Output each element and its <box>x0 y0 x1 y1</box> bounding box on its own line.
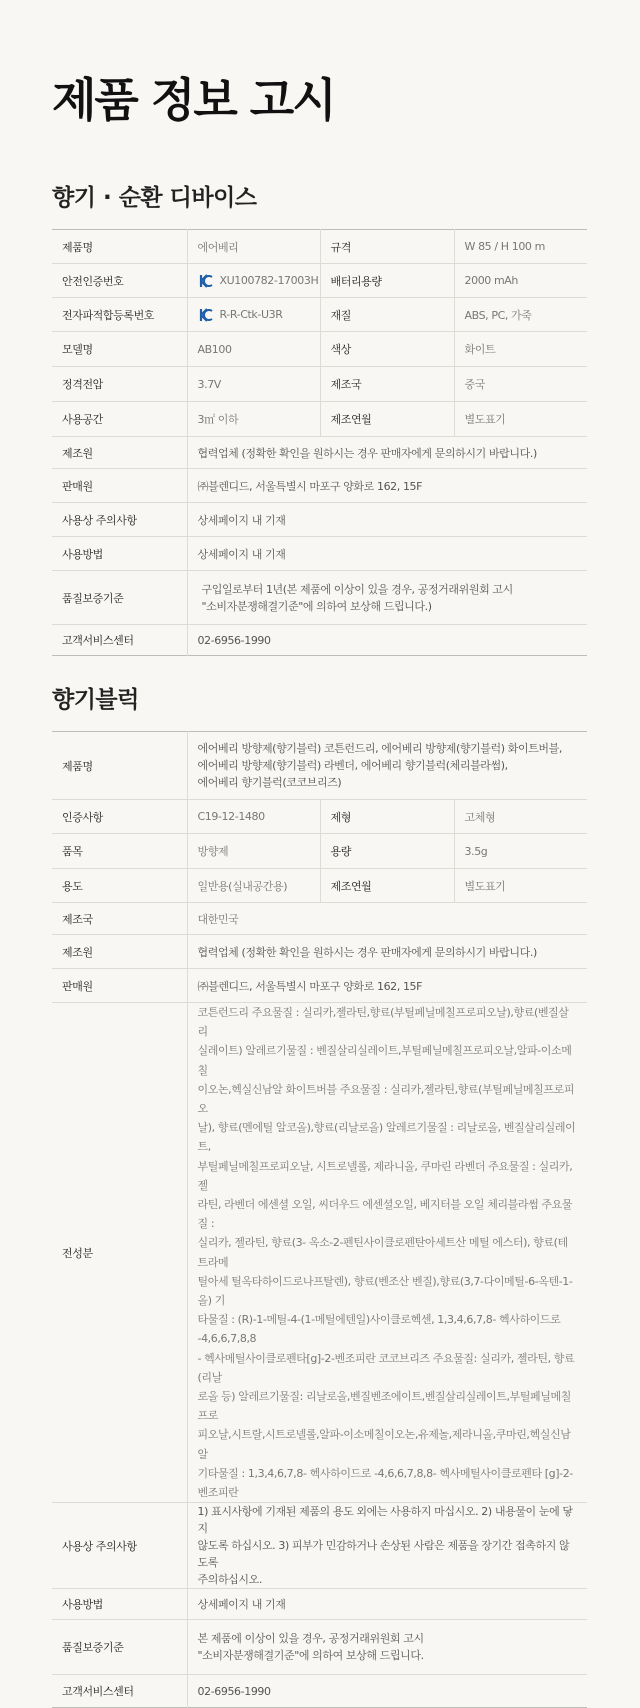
value-maker: 협력업체 (정확한 확인을 원하시는 경우 판매자에게 문의하시기 바랍니다.) <box>187 437 587 469</box>
table-row <box>52 935 587 969</box>
value-product-name: 에어베리 <box>187 230 320 264</box>
value-quality <box>187 1620 587 1675</box>
label-battery: 배터리용량 <box>320 264 454 298</box>
label-safety-cert: 안전인증번호 <box>52 264 187 298</box>
table-row <box>52 469 587 503</box>
table-row <box>52 969 587 1003</box>
kc-mark-icon <box>198 307 214 323</box>
value-mfg-date: 별도표기 <box>454 402 587 437</box>
table-row <box>52 503 587 537</box>
table-row <box>52 264 587 298</box>
label-product-name: 제품명 <box>52 732 187 800</box>
value-line: 에어베리 향기블럭(코코브리즈) <box>197 776 342 789</box>
label-spec: 규격 <box>320 230 454 264</box>
label-caution: 사용상 주의사항 <box>52 1503 187 1589</box>
value-battery: 2000 mAh <box>454 264 587 298</box>
label-material: 재질 <box>320 298 454 332</box>
label-quality: 품질보증기준 <box>52 571 187 625</box>
label-maker: 제조원 <box>52 437 187 469</box>
value-model: AB100 <box>187 332 320 367</box>
value-volume: 3.5g <box>454 834 587 869</box>
label-purpose: 용도 <box>52 869 187 903</box>
table-row <box>52 571 587 625</box>
table-row <box>52 1003 587 1503</box>
value-country: 중국 <box>454 367 587 402</box>
value-line: 에어베리 방향제(향기블럭) 라벤더, 에어베리 향기블럭(체리블라썸), <box>197 759 508 772</box>
value-material: ABS, PC, 가죽 <box>454 298 587 332</box>
value-cert: C19-12-1480 <box>187 800 320 834</box>
value-form: 고체형 <box>454 800 587 834</box>
label-form: 제형 <box>320 800 454 834</box>
table-row <box>52 869 587 903</box>
value-service: 02-6956-1990 <box>187 625 587 656</box>
table-row <box>52 834 587 869</box>
page-title: 제품 정보 고시 <box>52 73 335 127</box>
block-info-table <box>52 731 587 1708</box>
label-seller: 판매원 <box>52 969 187 1003</box>
label-color: 색상 <box>320 332 454 367</box>
value-line: 에어베리 방향제(향기블럭) 코튼런드리, 에어베리 방향제(향기블럭) 화이트버블, <box>197 742 562 755</box>
table-row <box>52 903 587 935</box>
value-caution: 상세페이지 내 기재 <box>187 503 587 537</box>
ingredient-line: 날), 향료(멘에틸 알코올),향료(리날로올) 알레르기물질 : 리날로올, 벤질살리실레이트, <box>197 1121 576 1154</box>
label-caution: 사용상 주의사항 <box>52 503 187 537</box>
label-maker: 제조원 <box>52 935 187 969</box>
table-row <box>52 625 587 656</box>
ingredient-line: - 헥사메틸사이클로펜타[g]-2-벤조피란 코코브리즈 주요물질: 실리카, 젤라틴, 향료(리날 <box>197 1351 575 1384</box>
value-item: 방향제 <box>187 834 320 869</box>
label-product-name: 제품명 <box>52 230 187 264</box>
ingredient-line: 부틸페닐메칠프로피오날, 시트로넬롤, 제라니올, 쿠마린 라벤더 주요물질 : 실리카, 젤 <box>197 1159 573 1192</box>
section-title-block: 향기블럭 <box>52 687 139 713</box>
value-emc-cell <box>187 298 320 332</box>
table-row <box>52 1675 587 1708</box>
value-usage: 상세페이지 내 기재 <box>187 537 587 571</box>
table-row <box>52 732 587 800</box>
ingredient-line: 기타물질 : 1,3,4,6,7,8- 헥사하이드로 -4,6,6,7,8,8- 헥사메틸사이클로펜타 [g]-2- 벤조피란 <box>197 1466 573 1500</box>
device-info-table <box>52 229 587 656</box>
table-row <box>52 1620 587 1675</box>
value-line: 1) 표시사항에 기재된 제품의 용도 외에는 사용하지 마십시오. 2) 내용물이 눈에 닿지 <box>197 1505 573 1536</box>
table-row <box>52 1503 587 1589</box>
table-row <box>52 437 587 469</box>
table-row <box>52 367 587 402</box>
value-maker: 협력업체 (정확한 확인을 원하시는 경우 판매자에게 문의하시기 바랍니다.) <box>187 935 587 969</box>
value-seller: ㈜블렌디드, 서울특별시 마포구 양화로 162, 15F <box>187 969 587 1003</box>
label-ingredients: 전성분 <box>52 1003 187 1503</box>
ingredient-line: 피오날,시트랄,시트로넬롤,알파-이소메칠이오논,유제놀,제라니올,쿠마린,헥실신남알 <box>197 1428 571 1461</box>
value-voltage: 3.7V <box>187 367 320 402</box>
value-country: 대한민국 <box>187 903 587 935</box>
value-mfg-date: 별도표기 <box>454 869 587 903</box>
ingredient-line: 타물질 : (R)-1-메틸-4-(1-메틸에텐일)사이클로헥센, 1,3,4,6,7,8- 헥사하이드로 -4,6,6,7,8,8 <box>197 1313 561 1346</box>
value-seller: ㈜블렌디드, 서울특별시 마포구 양화로 162, 15F <box>187 469 587 503</box>
label-usage: 사용방법 <box>52 1589 187 1620</box>
value-safety-cert: XU100782-17003H <box>219 273 319 287</box>
table-row <box>52 1589 587 1620</box>
table-row <box>52 800 587 834</box>
value-space: 3㎡ 이하 <box>187 402 320 437</box>
label-usage: 사용방법 <box>52 537 187 571</box>
table-row <box>52 332 587 367</box>
ingredient-line: 실리카, 젤라틴, 향료(3- 옥소-2-펜틴사이클로펜탄아세트산 메틸 에스터), 향료(테트라메 <box>197 1236 568 1269</box>
label-model: 모델명 <box>52 332 187 367</box>
value-color: 화이트 <box>454 332 587 367</box>
value-product-name <box>187 732 587 800</box>
value-spec: W 85 / H 100 m <box>454 230 587 264</box>
ingredient-line: 이오논,헥실신남알 화이트버블 주요물질 : 실리카,젤라틴,향료(부틸페닐메칠프로피오 <box>197 1082 575 1116</box>
ingredient-line: 틸아세 틸옥타하이드로나프탈렌), 향료(벤조산 벤질),향료(3,7-다이메틸-6-옥텐-1-올) 기 <box>197 1274 573 1308</box>
ingredient-line: 코튼런드리 주요물질 : 실리카,젤라틴,향료(부틸페닐메칠프로피오날),향료(벤질살리 <box>197 1006 569 1039</box>
value-line: 않도록 하십시오. 3) 피부가 민감하거나 손상된 사람은 제품을 장기간 접촉하지 않도록 <box>197 1539 570 1570</box>
value-purpose: 일반용(실내공간용) <box>187 869 320 903</box>
label-mfg-date: 제조연월 <box>320 869 454 903</box>
value-service: 02-6956-1990 <box>187 1675 587 1708</box>
label-item: 품목 <box>52 834 187 869</box>
label-volume: 용량 <box>320 834 454 869</box>
value-quality-line: 구입일로부터 1년(본 제품에 이상이 있을 경우, 공정거래위원회 고시 <box>201 582 513 596</box>
kc-mark-icon <box>198 273 214 289</box>
value-line: 주의하십시오. <box>197 1573 262 1587</box>
value-line: 본 제품에 이상이 있을 경우, 공정거래위원회 고시 <box>197 1632 424 1646</box>
table-row <box>52 402 587 437</box>
table-row <box>52 230 587 264</box>
section-title-device: 향기 · 순환 디바이스 <box>52 185 257 211</box>
value-quality <box>187 571 587 625</box>
value-emc: R-R-Ctk-U3R <box>219 307 283 321</box>
label-cert: 인증사항 <box>52 800 187 834</box>
value-caution <box>187 1503 587 1589</box>
label-emc: 전자파적합등록번호 <box>52 298 187 332</box>
value-ingredients <box>187 1003 587 1503</box>
label-voltage: 정격전압 <box>52 367 187 402</box>
ingredient-line: 로올 등) 알레르기물질: 리날로올,벤질벤조에이트,벤질살리실레이트,부틸페닐메칠프로 <box>197 1390 571 1423</box>
label-space: 사용공간 <box>52 402 187 437</box>
table-row <box>52 298 587 332</box>
value-usage: 상세페이지 내 기재 <box>187 1589 587 1620</box>
value-line: "소비자분쟁해결기준"에 의하여 보상해 드립니다. <box>197 1649 424 1663</box>
label-mfg-date: 제조연월 <box>320 402 454 437</box>
table-row <box>52 537 587 571</box>
label-quality: 품질보증기준 <box>52 1620 187 1675</box>
label-country: 제조국 <box>320 367 454 402</box>
label-service: 고객서비스센터 <box>62 634 134 647</box>
label-seller: 판매원 <box>52 469 187 503</box>
value-safety-cert-cell <box>187 264 320 298</box>
value-quality-line: "소비자분쟁해결기준"에 의하여 보상해 드립니다.) <box>201 599 432 613</box>
ingredient-line: 라틴, 라벤더 에센셜 오일, 씨더우드 에센셜오일, 베지터블 오일 체리블라썸 주요물질 : <box>197 1198 573 1231</box>
ingredient-line: 실레이트) 알레르기물질 : 벤질살리실레이트,부틸페닐메칠프로피오날,알파-이소메칠 <box>197 1044 572 1077</box>
label-service: 고객서비스센터 <box>62 1685 134 1699</box>
label-country: 제조국 <box>52 903 187 935</box>
